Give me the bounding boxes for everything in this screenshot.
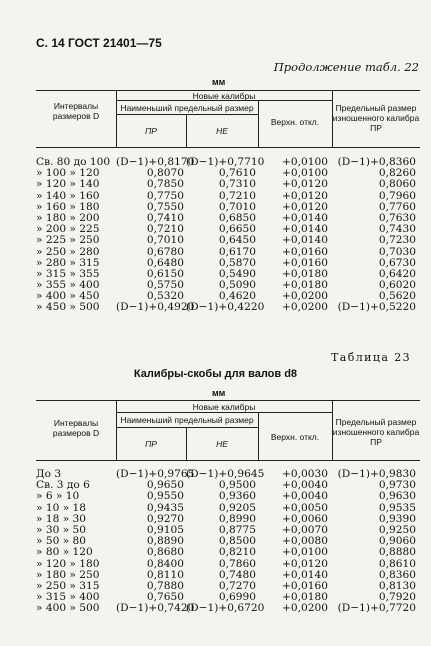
table2-head-ne: НЕ [216,439,228,449]
row-ne-value: (D−1)+0,6720 [186,602,265,615]
table2-rule-smallest [116,427,258,428]
row-worn-limit: (D−1)+0,5220 [337,301,416,314]
row-upper-deviation: +0,0100 [282,167,328,180]
row-interval: » 250 » 280 [36,245,100,258]
row-upper-deviation: +0,0120 [282,200,328,213]
row-pr-value: 0,7550 [146,200,184,213]
row-worn-limit: 0,7920 [378,591,416,604]
row-upper-deviation: +0,0140 [282,211,328,224]
row-interval: » 180 » 250 [36,568,100,581]
row-upper-deviation: +0,0180 [282,267,328,280]
row-ne-value: 0,7210 [218,189,256,202]
table2-header-rule [36,460,420,461]
row-interval: » 50 » 80 [36,535,87,548]
row-upper-deviation: +0,0180 [282,279,328,292]
row-interval: » 180 » 200 [36,211,100,224]
row-upper-deviation: +0,0200 [282,602,328,615]
row-worn-limit: 0,8610 [378,557,416,570]
row-interval: » 355 » 400 [36,279,100,292]
row-worn-limit: 0,6730 [378,256,416,269]
row-upper-deviation: +0,0060 [282,512,328,525]
row-interval: » 450 » 500 [36,301,100,314]
table2-head-limit: Предельный размер изношенного калибра ПР [332,417,420,447]
row-ne-value: 0,7860 [218,557,256,570]
table-row [36,491,420,502]
table1-rule-smallest [116,114,258,115]
table2-number: Таблица 23 [331,351,411,364]
table-continuation-label: Продолжение табл. 22 [273,60,419,74]
row-upper-deviation: +0,0200 [282,290,328,303]
row-worn-limit: 0,5620 [378,290,416,303]
row-worn-limit: 0,8360 [378,568,416,581]
row-worn-limit: 0,7230 [378,234,416,247]
table-row [36,235,420,246]
row-upper-deviation: +0,0160 [282,579,328,592]
row-upper-deviation: +0,0200 [282,301,328,314]
row-ne-value: 0,9360 [218,490,256,503]
row-upper-deviation: +0,0040 [282,479,328,492]
row-ne-value: 0,9500 [218,479,256,492]
row-upper-deviation: +0,0120 [282,178,328,191]
row-pr-value: 0,7850 [146,178,184,191]
row-ne-value: 0,5090 [218,279,256,292]
row-pr-value: 0,8400 [146,557,184,570]
row-pr-value: 0,5320 [146,290,184,303]
row-ne-value: 0,7480 [218,568,256,581]
row-pr-value: 0,8070 [146,167,184,180]
row-ne-value: (D−1)+0,4220 [186,301,265,314]
page-header: С. 14 ГОСТ 21401—75 [36,36,162,50]
row-interval: Св. 3 до 6 [36,479,90,492]
row-pr-value: (D−1)+0,8170 [116,156,195,168]
table2-head-intervals: Интервалы размеров D [52,418,100,438]
table-row [36,559,420,570]
row-upper-deviation: +0,0180 [282,591,328,604]
row-interval: » 120 » 180 [36,557,100,570]
row-upper-deviation: +0,0080 [282,535,328,548]
row-interval: » 30 » 50 [36,523,87,536]
table1-head-new: Новые калибры [192,91,256,101]
row-pr-value: 0,9550 [146,490,184,503]
table1-head-ne: НЕ [216,126,228,136]
row-worn-limit: 0,7760 [378,200,416,213]
row-worn-limit: 0,7960 [378,189,416,202]
row-pr-value: 0,7650 [146,591,184,604]
row-interval: » 80 » 120 [36,546,93,559]
row-ne-value: 0,8500 [218,535,256,548]
row-worn-limit: 0,8130 [378,579,416,592]
row-interval: » 6 » 10 [36,490,80,503]
row-upper-deviation: +0,0160 [282,256,328,269]
row-ne-value: 0,8775 [218,523,256,536]
row-interval: » 315 » 355 [36,267,100,280]
row-upper-deviation: +0,0050 [282,501,328,514]
row-worn-limit: (D−1)+0,7720 [337,602,416,615]
row-interval: » 18 » 30 [36,512,87,525]
row-pr-value: (D−1)+0,9765 [116,468,195,480]
table-row [36,603,420,614]
row-ne-value: (D−1)+0,9645 [186,468,265,480]
row-worn-limit: (D−1)+0,9830 [337,468,416,480]
table2 [36,400,420,620]
row-worn-limit: (D−1)+0,8360 [337,156,416,168]
row-worn-limit: 0,6020 [378,279,416,292]
row-ne-value: 0,5490 [218,267,256,280]
row-interval: » 10 » 18 [36,501,87,514]
row-upper-deviation: +0,0070 [282,523,328,536]
table1-head-pr: ПР [145,126,157,136]
row-ne-value: 0,6850 [218,211,256,224]
row-pr-value: 0,7210 [146,223,184,236]
row-interval: Св. 80 до 100 [36,156,111,168]
row-ne-value: 0,8210 [218,546,256,559]
row-interval: » 225 » 250 [36,234,100,247]
row-pr-value: 0,9650 [146,479,184,492]
table-row [36,547,420,558]
row-worn-limit: 0,6420 [378,267,416,280]
row-pr-value: 0,9270 [146,512,184,525]
row-ne-value: 0,9205 [218,501,256,514]
row-pr-value: (D−1)+0,7420 [116,602,195,615]
table2-body [36,469,420,614]
row-worn-limit: 0,9730 [378,479,416,492]
row-upper-deviation: +0,0100 [282,156,328,168]
row-ne-value: 0,6990 [218,591,256,604]
row-pr-value: 0,9105 [146,523,184,536]
table2-rule-new [116,412,332,413]
row-interval: » 100 » 120 [36,167,100,180]
table-row [36,302,420,313]
row-ne-value: 0,7310 [218,178,256,191]
row-interval: » 140 » 160 [36,189,100,202]
table-row [36,179,420,190]
row-ne-value: 0,8990 [218,512,256,525]
row-pr-value: 0,7010 [146,234,184,247]
row-worn-limit: 0,7030 [378,245,416,258]
row-pr-value: (D−1)+0,4920 [116,301,195,314]
table2-top-rule [36,400,420,401]
table1-head-smallest: Наименьший предельный размер [120,103,254,113]
row-pr-value: 0,8890 [146,535,184,548]
table2-head-pr: ПР [145,439,157,449]
row-worn-limit: 0,8880 [378,546,416,559]
row-ne-value: 0,6450 [218,234,256,247]
row-pr-value: 0,9435 [146,501,184,514]
row-upper-deviation: +0,0030 [282,468,328,480]
table1-unit: мм [212,77,226,87]
table2-head-smallest: Наименьший предельный размер [120,415,254,425]
row-interval: » 400 » 500 [36,602,100,615]
row-upper-deviation: +0,0140 [282,223,328,236]
row-pr-value: 0,7410 [146,211,184,224]
row-interval: » 250 » 315 [36,579,100,592]
row-interval: » 400 » 450 [36,290,100,303]
row-upper-deviation: +0,0120 [282,557,328,570]
row-pr-value: 0,5750 [146,279,184,292]
row-pr-value: 0,6480 [146,256,184,269]
table1-body [36,157,420,314]
table-row [36,247,420,258]
row-pr-value: 0,7880 [146,579,184,592]
row-ne-value: 0,6170 [218,245,256,258]
row-worn-limit: 0,7630 [378,211,416,224]
table1-header-rule [36,147,420,148]
row-worn-limit: 0,9390 [378,512,416,525]
row-ne-value: 0,7270 [218,579,256,592]
row-ne-value: 0,7010 [218,200,256,213]
row-upper-deviation: +0,0100 [282,546,328,559]
row-upper-deviation: +0,0160 [282,245,328,258]
table1-head-limit: Предельный размер изношенного калибра ПР [332,103,420,133]
row-worn-limit: 0,8060 [378,178,416,191]
table2-head-upper: Верхн. откл. [270,432,320,442]
table1-head-upper: Верхн. откл. [270,117,320,127]
table1 [36,90,420,330]
row-interval: » 200 » 225 [36,223,100,236]
row-pr-value: 0,8680 [146,546,184,559]
row-worn-limit: 0,9630 [378,490,416,503]
row-pr-value: 0,7750 [146,189,184,202]
row-ne-value: 0,6650 [218,223,256,236]
table2-unit: мм [212,388,226,398]
row-pr-value: 0,8110 [146,568,184,581]
row-worn-limit: 0,9060 [378,535,416,548]
table1-head-intervals: Интервалы размеров D [52,101,100,121]
row-worn-limit: 0,9535 [378,501,416,514]
row-upper-deviation: +0,0040 [282,490,328,503]
row-upper-deviation: +0,0140 [282,568,328,581]
row-interval: » 280 » 315 [36,256,100,269]
row-ne-value: 0,7610 [218,167,256,180]
row-ne-value: 0,4620 [218,290,256,303]
row-interval: » 160 » 180 [36,200,100,213]
row-interval: До 3 [36,468,62,480]
row-pr-value: 0,6780 [146,245,184,258]
row-upper-deviation: +0,0140 [282,234,328,247]
row-worn-limit: 0,9250 [378,523,416,536]
table2-title: Калибры-скобы для валов d8 [133,368,298,380]
row-interval: » 315 » 400 [36,591,100,604]
row-pr-value: 0,6150 [146,267,184,280]
row-ne-value: (D−1)+0,7710 [186,156,265,168]
table2-head-new: Новые калибры [192,402,256,412]
row-worn-limit: 0,8260 [378,167,416,180]
row-interval: » 120 » 140 [36,178,100,191]
row-ne-value: 0,5870 [218,256,256,269]
row-worn-limit: 0,7430 [378,223,416,236]
row-upper-deviation: +0,0120 [282,189,328,202]
